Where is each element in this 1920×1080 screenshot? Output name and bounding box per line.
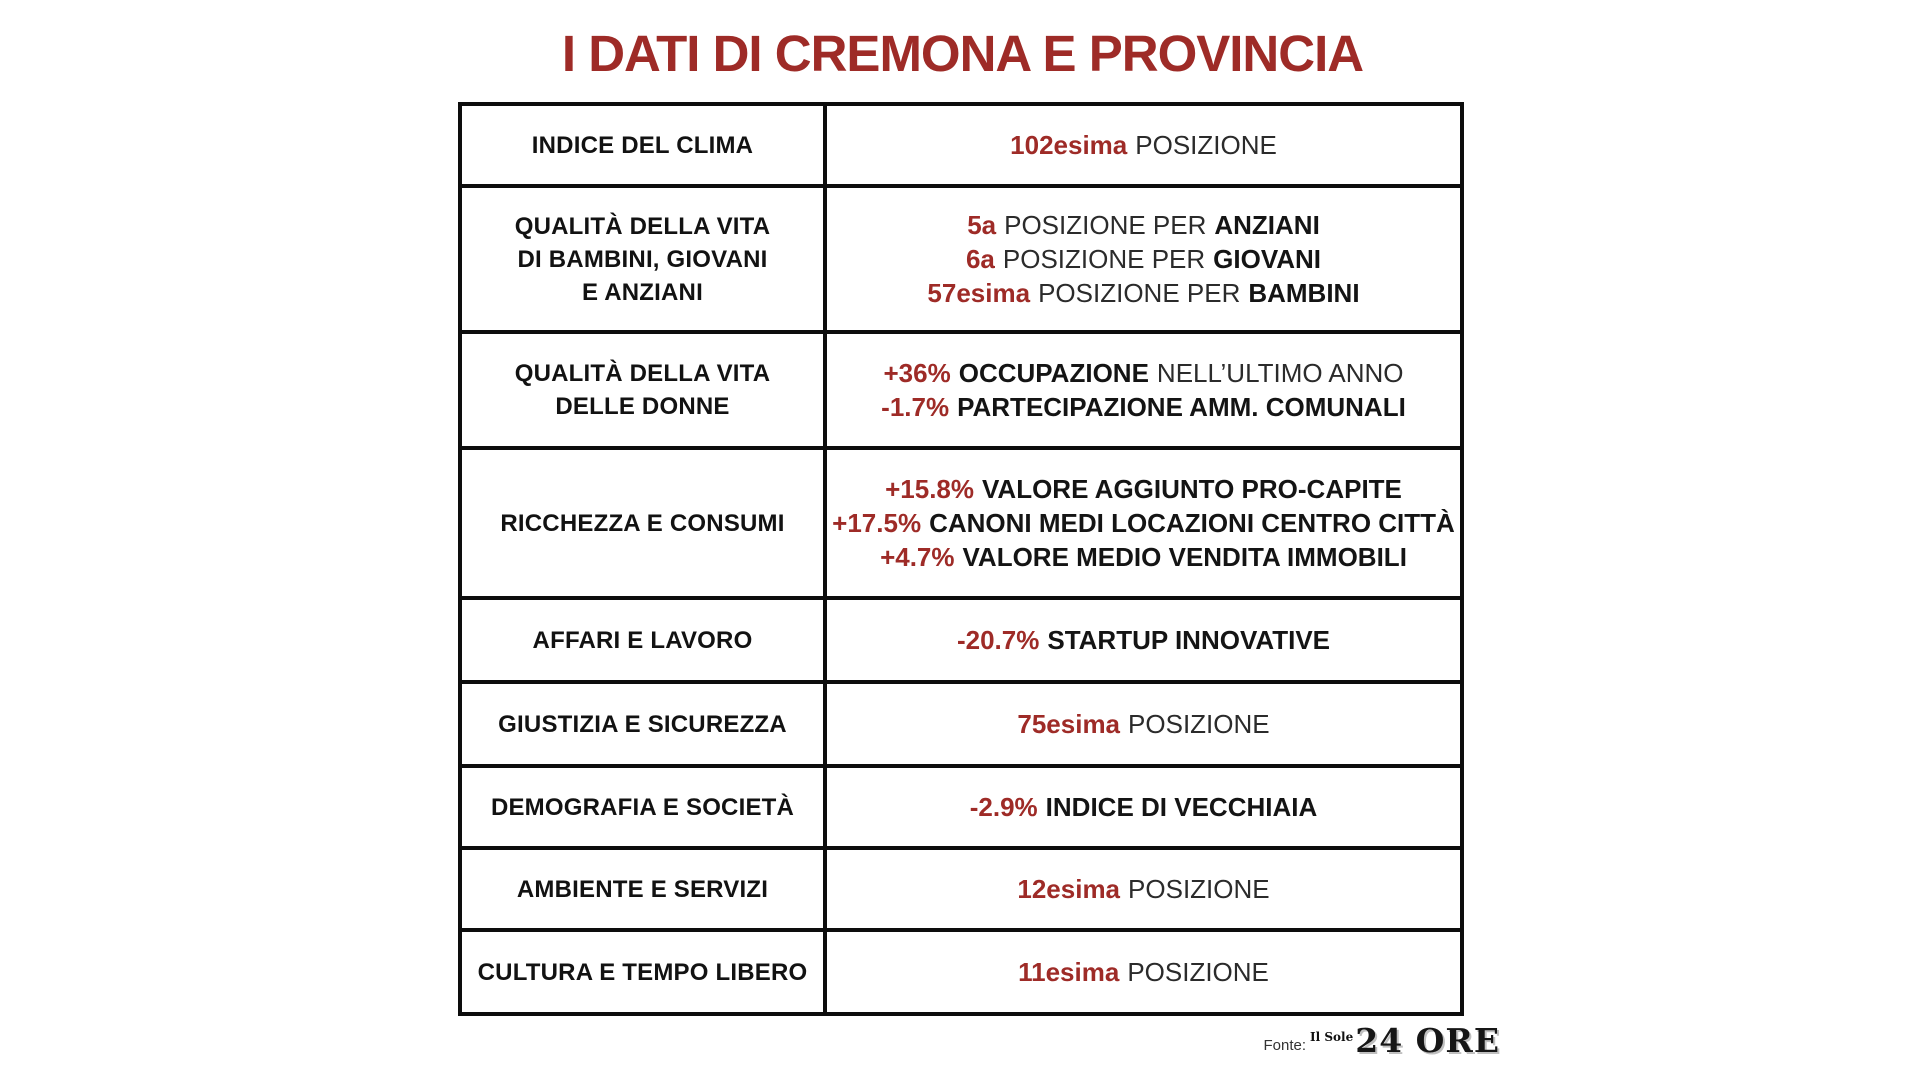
value-text: GIOVANI: [1213, 244, 1322, 274]
category-line: CULTURA E TEMPO LIBERO: [477, 958, 808, 986]
category-line: AFFARI E LAVORO: [532, 626, 753, 654]
category-line: DI BAMBINI, GIOVANI: [517, 245, 768, 273]
value-highlight: +15.8%: [885, 474, 975, 504]
value-text: BAMBINI: [1248, 278, 1360, 308]
category-cell: [462, 450, 827, 596]
page-title: I DATI DI CREMONA E PROVINCIA: [561, 25, 1364, 82]
value-text: INDICE DI VECCHIAIA: [1045, 792, 1318, 822]
category-cell: [462, 334, 827, 446]
value-highlight: -20.7%: [956, 625, 1040, 655]
value-text: NELL’ULTIMO ANNO: [1156, 358, 1404, 388]
value-highlight: -1.7%: [881, 392, 950, 422]
value-cell: [827, 106, 1460, 184]
table-row: [462, 846, 1460, 928]
table-row: [462, 330, 1460, 446]
table-row: [462, 680, 1460, 764]
value-text: POSIZIONE: [1135, 130, 1277, 160]
value-text: POSIZIONE PER: [1002, 244, 1206, 274]
value-cell: [827, 450, 1460, 596]
value-highlight: +17.5%: [832, 508, 922, 538]
category-cell: [462, 600, 827, 680]
value-text: STARTUP INNOVATIVE: [1047, 625, 1331, 655]
value-line: [927, 276, 1359, 310]
value-line: [832, 506, 1455, 540]
table-row: [462, 106, 1460, 184]
category-cell: [462, 932, 827, 1012]
category-cell: [462, 768, 827, 846]
value-text: POSIZIONE: [1128, 874, 1270, 904]
table-row: [462, 184, 1460, 330]
category-cell: [462, 850, 827, 928]
value-highlight: +4.7%: [880, 542, 955, 572]
value-line: [883, 356, 1403, 390]
category-cell: [462, 106, 827, 184]
value-text: POSIZIONE: [1128, 709, 1270, 739]
value-text: POSIZIONE: [1127, 957, 1269, 987]
value-highlight: -2.9%: [969, 792, 1038, 822]
category-line: AMBIENTE E SERVIZI: [516, 875, 769, 903]
value-text: ANZIANI: [1214, 210, 1320, 240]
value-line: [970, 790, 1318, 824]
source-credit: [1100, 1021, 1500, 1060]
value-line: [967, 208, 1320, 242]
logo-24ore-text: 24 ORE: [1355, 1021, 1500, 1060]
value-cell: [827, 334, 1460, 446]
category-line: RICCHEZZA E CONSUMI: [500, 509, 785, 537]
value-line: [880, 540, 1407, 574]
value-line: [1018, 955, 1269, 989]
data-table: [458, 102, 1464, 1016]
value-cell: [827, 188, 1460, 330]
category-line: DELLE DONNE: [555, 393, 730, 420]
value-line: [881, 390, 1406, 424]
value-cell: [827, 932, 1460, 1012]
value-highlight: 6a: [965, 244, 995, 274]
category-line: E ANZIANI: [582, 278, 703, 306]
value-text: VALORE MEDIO VENDITA IMMOBILI: [962, 542, 1407, 572]
value-highlight: 12esima: [1017, 874, 1121, 904]
value-text: POSIZIONE PER: [1038, 278, 1241, 308]
category-line: DEMOGRAFIA E SOCIETÀ: [490, 793, 795, 821]
category-line: QUALITÀ DELLA VITA: [514, 212, 771, 240]
value-text: PARTECIPAZIONE AMM. COMUNALI: [957, 392, 1406, 422]
category-cell: [462, 684, 827, 764]
value-cell: [827, 600, 1460, 680]
source-label: Fonte:: [1263, 1037, 1307, 1054]
value-text: CANONI MEDI LOCAZIONI CENTRO CITTÀ: [929, 508, 1455, 538]
value-highlight: 11esima: [1018, 957, 1120, 987]
value-line: [885, 472, 1402, 506]
table-row: [462, 446, 1460, 596]
category-line: QUALITÀ DELLA VITA: [514, 360, 771, 387]
value-line: [957, 623, 1330, 657]
category-line: INDICE DEL CLIMA: [531, 131, 754, 159]
value-cell: [827, 850, 1460, 928]
category-line: GIUSTIZIA E SICUREZZA: [498, 710, 787, 738]
table-row: [462, 596, 1460, 680]
value-line: [1017, 872, 1269, 906]
table-row: [462, 928, 1460, 1012]
value-highlight: 5a: [967, 210, 997, 240]
value-line: [1010, 128, 1277, 162]
value-line: [1017, 707, 1269, 741]
sole24ore-logo: [1310, 1021, 1500, 1060]
value-text: VALORE AGGIUNTO PRO-CAPITE: [982, 474, 1402, 504]
value-text: OCCUPAZIONE: [958, 358, 1149, 388]
value-line: [966, 242, 1321, 276]
value-text: POSIZIONE PER: [1004, 210, 1207, 240]
logo-ilsole-text: Il Sole: [1310, 1030, 1354, 1044]
value-highlight: 57esima: [927, 278, 1031, 308]
category-cell: [462, 188, 827, 330]
value-highlight: 102esima: [1010, 130, 1128, 160]
value-highlight: 75esima: [1017, 709, 1121, 739]
value-cell: [827, 768, 1460, 846]
table-row: [462, 764, 1460, 846]
value-cell: [827, 684, 1460, 764]
value-highlight: +36%: [883, 358, 951, 388]
